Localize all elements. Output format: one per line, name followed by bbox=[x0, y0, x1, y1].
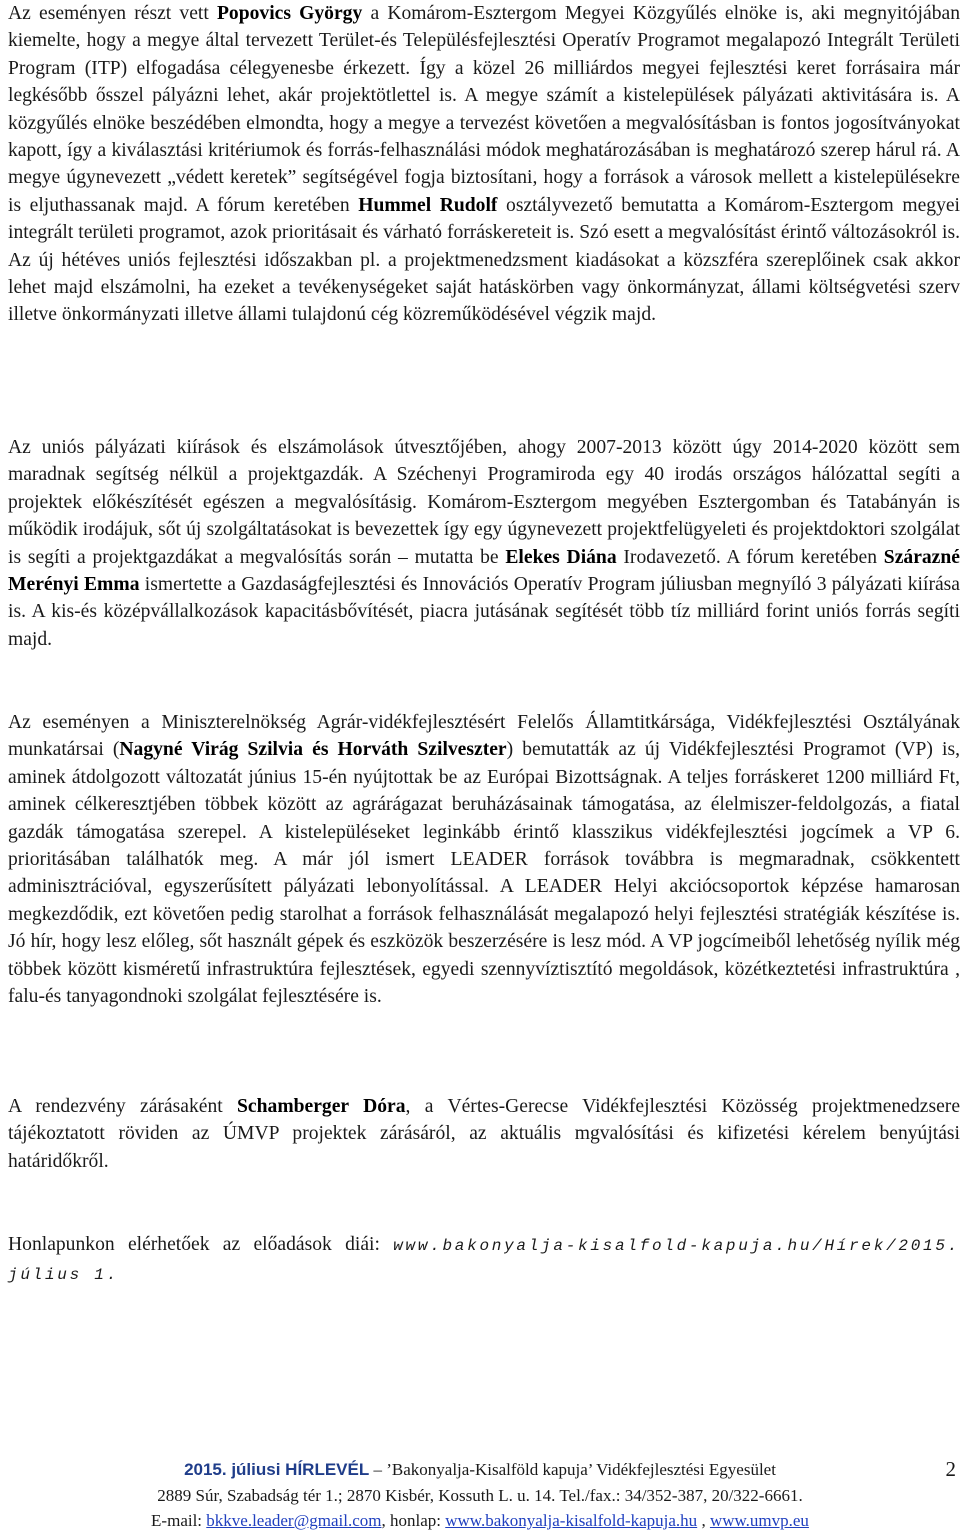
person-name: Szárazné Merényi Emma bbox=[8, 546, 960, 596]
text: Az uniós pályázati kiírások és elszámolások útvesztőjében, ahogy 2007-2013 között úgy 2014-2020 között sem maradnak segítség nélkül a projektgazdák. A Széchenyi Programiroda egy 40 irodás országos hálózattal segíti a projektek előkészítését egészen a megvalósításig. Komárom-Esztergom megyében Esztergomban és Tatabányán is működik irodájuk, sőt új szolgáltatásokat is bevezettek így egy úgynevezett projektfelügyeleti és projektdoktori szolgálat is segíti a projektgazdákat a megvalósítás során – mutatta be bbox=[8, 437, 960, 568]
separator: , bbox=[697, 1511, 710, 1530]
text: Honlapunkon elérhetőek az előadások diái: bbox=[8, 1234, 394, 1255]
website-link[interactable]: www.bakonyalja-kisalfold-kapuja.hu bbox=[445, 1511, 698, 1530]
text: Irodavezető. A fórum keretében bbox=[616, 546, 884, 568]
site-label: , honlap: bbox=[381, 1511, 446, 1530]
person-name: Hummel Rudolf bbox=[358, 194, 498, 216]
text: osztályvezető bemutatta a Komárom-Esztergom megyei integrált területi programot, azok prioritásait és várható forráskereteit is. Szó esett a megvalósítást érintő változásokról is. Az új hétéves uniós fejlesztési időszakban pl. a projektmenedzsment kiadásokat a közszféra szereplőinek csak akkor lehet majd elszámolni, ha ezeket a tevékenységeket saját hatáskörben vagy önkormányzat, állami költségvetési szerv illetve önkormányzati illetve állami tulajdonú cég közreműködésével végzik majd. bbox=[8, 194, 960, 326]
text: a Komárom-Esztergom Megyei Közgyűlés elnöke is, aki megnyitójában kiemelte, hogy a megye által tervezett Terület-és Településfejlesztési Operatív Programot megalapozó Integrált Területi Program (ITP) elfogadása célegyenesbe érkezett. Így a közel 26 milliárdos megyei fejlesztési keret forrásaira már legkésőbb ősszel pályázni lehet, akár projektötlettel is. A megye számít a kistelepülések pályázati aktivitására is. A közgyűlés elnöke beszédében elmondta, hogy a megye a tervezést követően a megvalósításban is fontos jogosítványokat kapott, így a kiválasztási kritériumok és forrás-felhasználási módok meghatározásában is meghatározó szerep hárul rá. A megye úgynevezett „védett keretek” segítségével fogja biztosítani, hogy a források a városok mellett a kistelepülésekre is eljuthassanak majd. A fórum keretében bbox=[8, 3, 960, 216]
person-name: Nagyné Virág Szilvia és Horváth Szilveszter bbox=[119, 739, 507, 761]
email-link[interactable]: bkkve.leader@gmail.com bbox=[206, 1511, 382, 1530]
newsletter-label: 2015. júliusi HÍRLEVÉL bbox=[184, 1460, 370, 1479]
footer-title-line bbox=[0, 1456, 960, 1483]
paragraph-5 bbox=[8, 1231, 960, 1290]
person-name: Popovics György bbox=[216, 3, 363, 24]
text: , a Vértes-Gerecse Vidékfejlesztési Közösség projektmenedzsere tájékoztatott röviden az ÚMVP projektek zárásáról, az aktuális mgvalósítási és kifizetési kérelem benyújtási határidőkről. bbox=[8, 1096, 960, 1172]
slides-link[interactable]: www.bakonyalja-kisalfold-kapuja.hu/Hírek/2015. július 1. bbox=[8, 1237, 960, 1285]
person-name: Schamberger Dóra bbox=[237, 1096, 406, 1117]
footer-contact-line bbox=[0, 1507, 960, 1534]
paragraph-3 bbox=[8, 709, 960, 1010]
paragraph-1 bbox=[8, 0, 960, 329]
paragraph-2 bbox=[8, 434, 960, 653]
text: A rendezvény zárásaként bbox=[8, 1096, 238, 1117]
email-label: E-mail: bbox=[151, 1511, 207, 1530]
paragraph-4 bbox=[8, 1093, 960, 1175]
text: ismertette a Gazdaságfejlesztési és Innovációs Operatív Program júliusban megnyíló 3 pályázati kiírása is. A kis-és középvállalkozások kapacitásbővítését, piacra jutásának segítését több tíz milliárd forint uniós forrás segíti majd. bbox=[8, 574, 960, 650]
person-name: Elekes Diána bbox=[505, 546, 617, 568]
text: Az eseményen a Miniszterelnökség Agrár-vidékfejlesztésért Felelős Államtitkársága, Vidékfejlesztési Osztályának munkatársai ( bbox=[8, 712, 960, 761]
organization-name: – ’Bakonyalja-Kisalföld kapuja’ Vidékfejlesztési Egyesület bbox=[369, 1460, 776, 1479]
text: Az eseményen részt vett bbox=[8, 3, 217, 24]
umvp-link[interactable]: www.umvp.eu bbox=[709, 1511, 809, 1530]
text: ) bemutatták az új Vidékfejlesztési Programot (VP) is, aminek átdolgozott változatát június 15-én nyújtottak be az Európai Bizottságnak. A teljes forráskeret 1200 milliárd Ft, aminek célkeresztjében többek között az agrárágazat beruházásainak támogatása, az élelmiszer-feldolgozás, a fiatal gazdák támogatása szerepel. A kistelepüléseket leginkább érintő klasszikus vidékfejlesztési jogcímek a VP 6. prioritásában találhatók meg. A már jól ismert LEADER források továbbra is megmaradnak, csökkentett adminisztrációval, egyszerűsített pályázati lebonyolítással. A LEADER Helyi akciócsoportok képzése hamarosan megkezdődik, ezt követően pedig starolhat a források felhasználását megalapozó helyi fejlesztési stratégiák készítése is. Jó hír, hogy lesz előleg, sőt használt gépek és eszközök beszerzésére is lesz mód. A VP jogcímeiből lehetőség nyílik még többek között kisméretű infrastruktúra fejlesztések, egyedi szennyvíztisztító megoldások, közétkeztetési infrastruktúra , falu-és tanyagondnoki szolgálat fejlesztésére is. bbox=[8, 739, 960, 1008]
page-number: 2 bbox=[945, 1457, 956, 1481]
page-footer bbox=[0, 1452, 960, 1538]
footer-address: 2889 Súr, Szabadság tér 1.; 2870 Kisbér, Kossuth L. u. 14. Tel./fax.: 34/352-387, 20/322-6661. bbox=[157, 1486, 803, 1505]
